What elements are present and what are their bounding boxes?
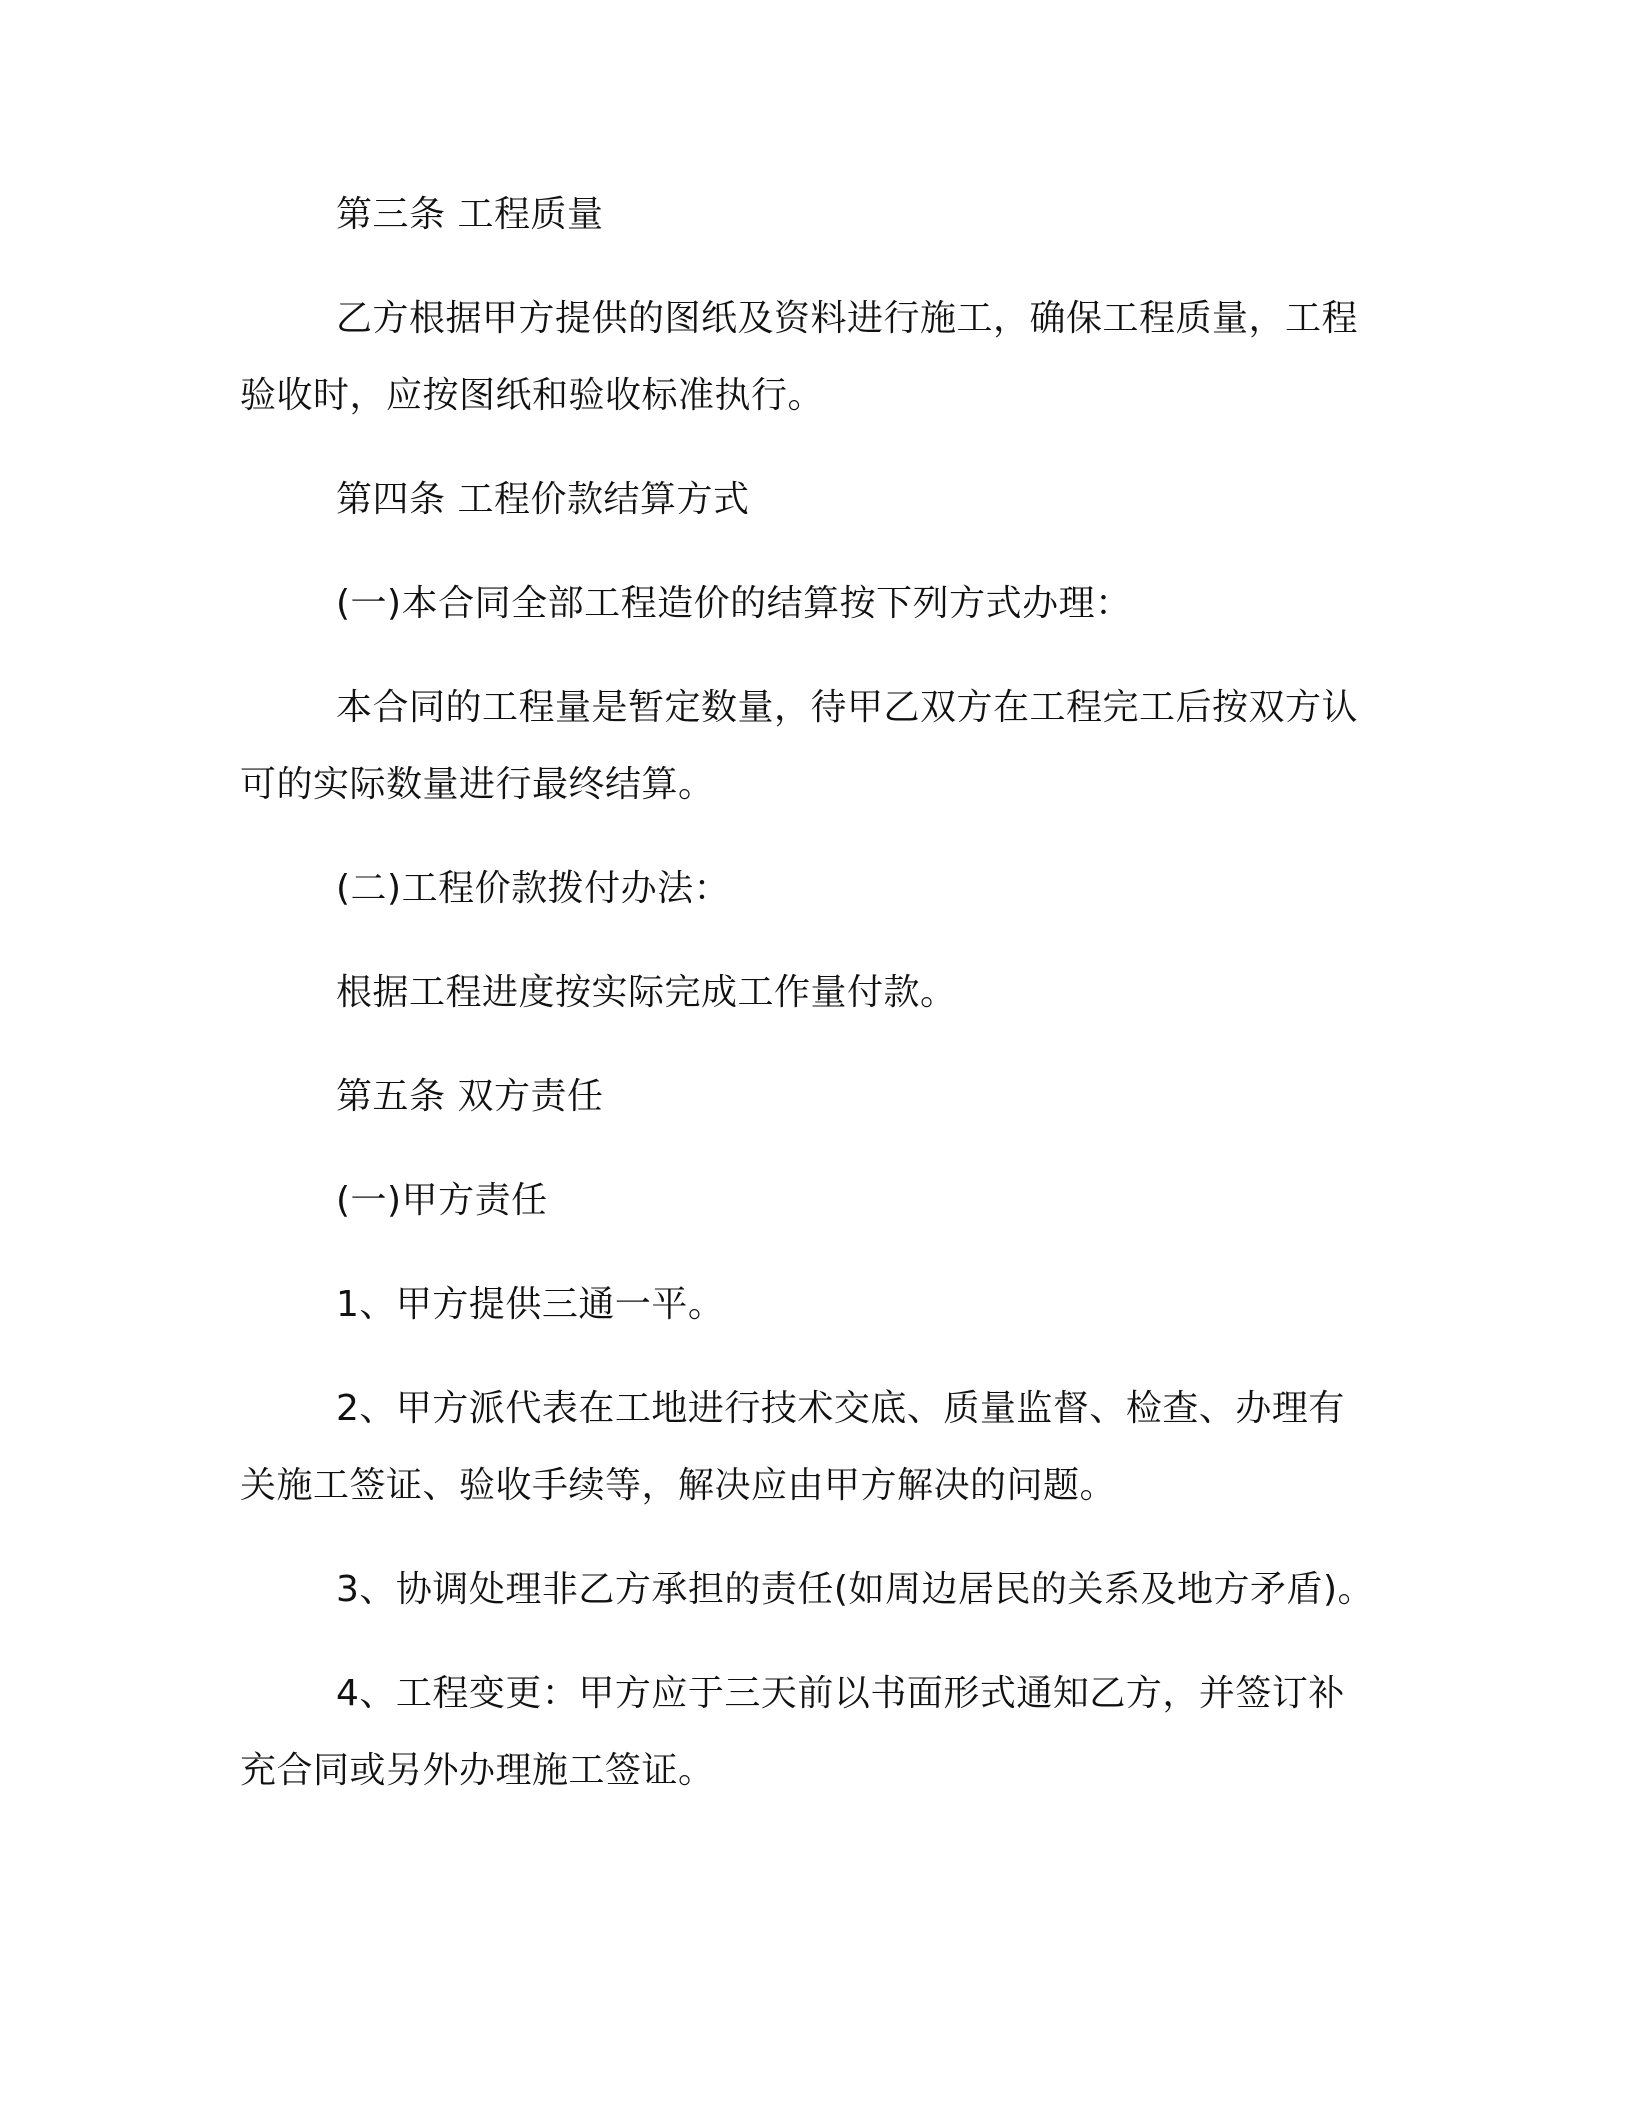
list-item-2: 2、甲方派代表在工地进行技术交底、质量监督、检查、办理有关施工签证、验收手续等，解决应由甲方解决的问题。 bbox=[240, 1388, 1345, 1506]
section-heading-article-5: 第五条 双方责任 bbox=[336, 1076, 604, 1117]
paragraph-payment: 根据工程进度按实际完成工作量付款。 bbox=[336, 972, 957, 1013]
list-item-3: 3、协调处理非乙方承担的责任(如周边居民的关系及地方矛盾)。 bbox=[336, 1569, 1374, 1610]
paragraph-settlement: 本合同的工程量是暂定数量，待甲乙双方在工程完工后按双方认可的实际数量进行最终结算。 bbox=[240, 687, 1359, 805]
list-item-1: 1、甲方提供三通一平。 bbox=[336, 1284, 725, 1325]
subheading-payment: (二)工程价款拨付办法： bbox=[336, 868, 731, 909]
subheading-settlement: (一)本合同全部工程造价的结算按下列方式办理： bbox=[336, 583, 1132, 624]
section-heading-article-3: 第三条 工程质量 bbox=[336, 194, 604, 235]
subheading-party-a-duties: (一)甲方责任 bbox=[336, 1180, 548, 1221]
list-item-4: 4、工程变更：甲方应于三天前以书面形式通知乙方，并签订补充合同或另外办理施工签证。 bbox=[240, 1673, 1345, 1791]
section-heading-article-4: 第四条 工程价款结算方式 bbox=[336, 479, 750, 520]
paragraph-quality: 乙方根据甲方提供的图纸及资料进行施工，确保工程质量，工程验收时，应按图纸和验收标准执行。 bbox=[240, 298, 1359, 416]
document-body bbox=[240, 176, 1376, 1836]
